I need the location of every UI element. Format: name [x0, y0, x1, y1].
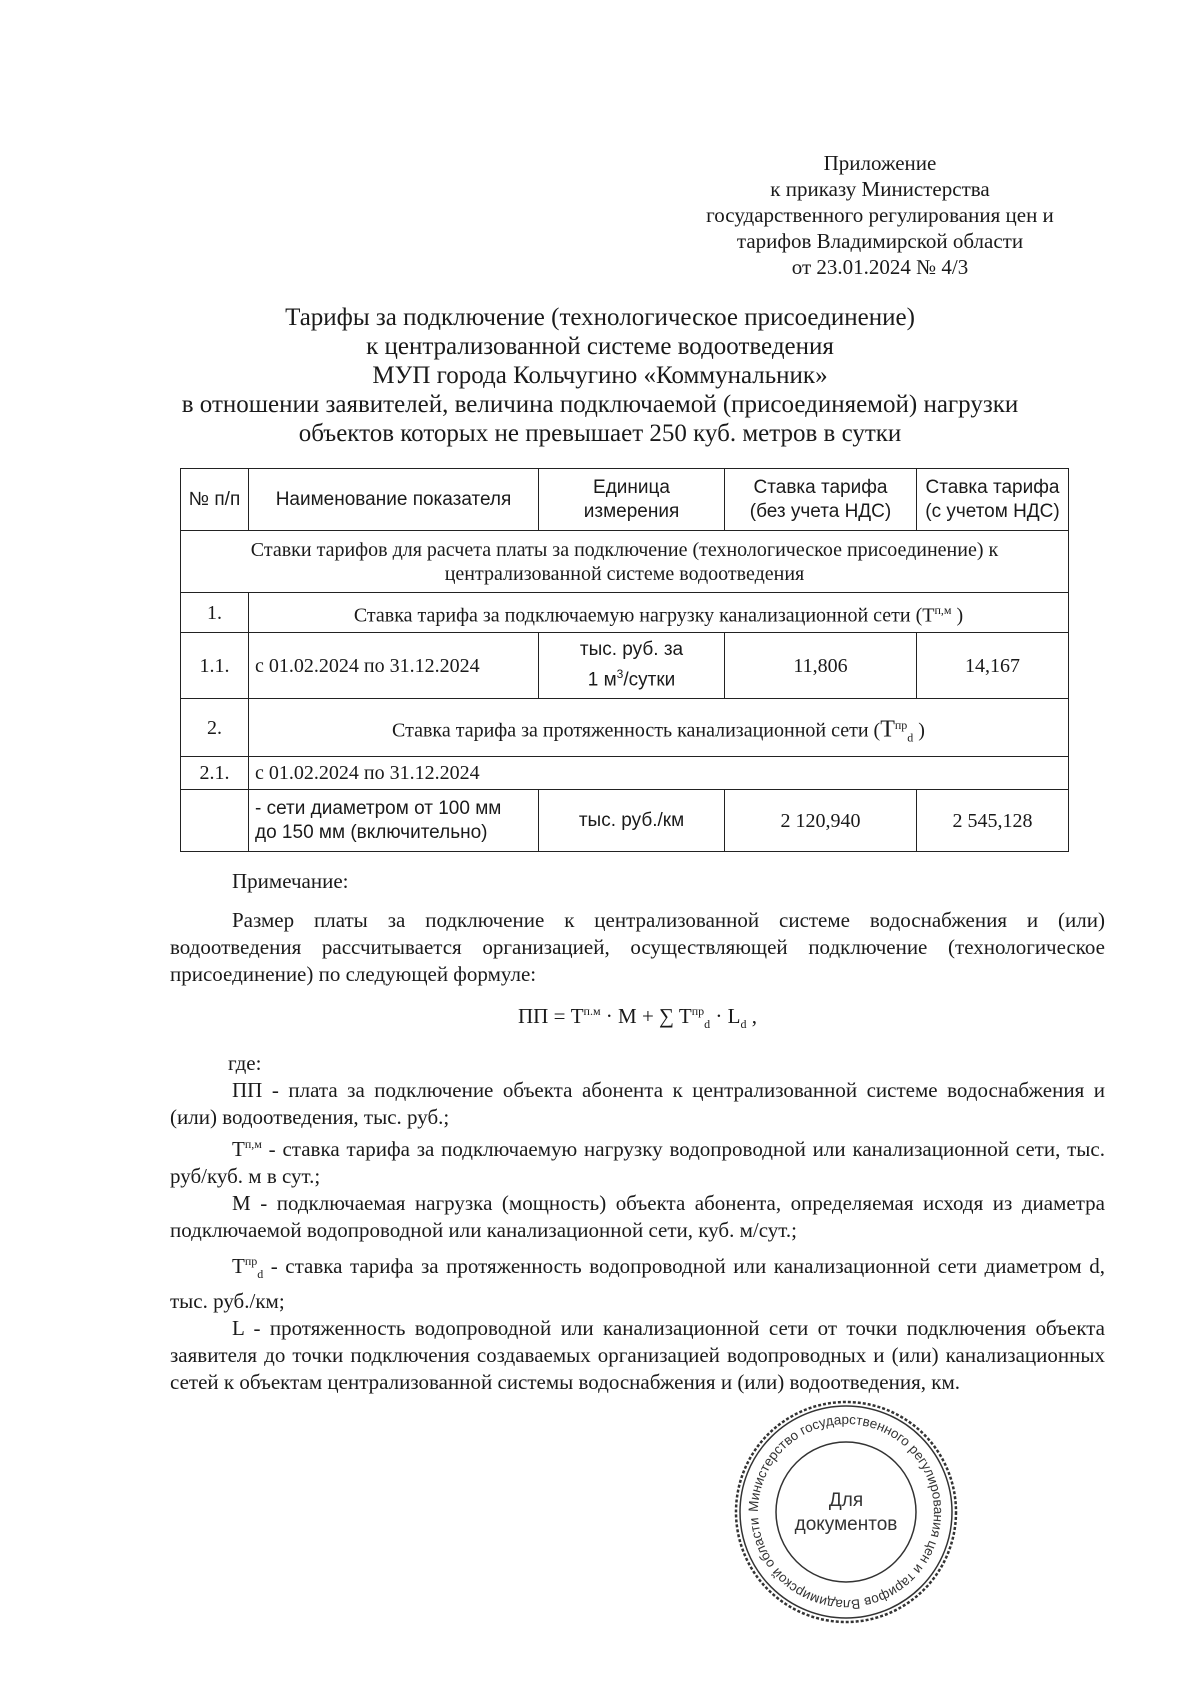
- title-line: Тарифы за подключение (технологическое присоединение): [285, 304, 915, 331]
- def-m: М - подключаемая нагрузка (мощность) объекта абонента, определяемая исходя из диаметра подключаемой водопроводной или канализационной сети, куб. м/сут.;: [170, 1191, 1105, 1243]
- row-rate-no-vat: 2 120,940: [725, 790, 917, 852]
- row-label-close: ): [951, 604, 964, 627]
- row-unit-line: тыс. руб. за: [579, 639, 684, 661]
- def-td: [170, 1248, 1105, 1315]
- seal-ring: [740, 1406, 952, 1618]
- header-rate-vat-line: (с учетом НДС): [925, 500, 1060, 522]
- row-label-text: Ставка тарифа за подключаемую нагрузку канализационной сети (Т: [353, 604, 935, 627]
- formula-lhs: ПП = Т: [518, 1004, 584, 1028]
- seal-center-line: документов: [794, 1514, 898, 1535]
- row-unit-line: [545, 662, 718, 692]
- row-label-sub: d: [907, 731, 914, 745]
- row-unit-a: 1 м: [587, 669, 617, 691]
- table-header-row: [181, 469, 1069, 531]
- formula: [170, 998, 1105, 1038]
- notes-paragraph: Размер платы за подключение к централизованной системе водоснабжения и (или) водоотведения рассчитывается организацией, осуществляющей подключение (технологическое присоединение) по следующей формуле:: [170, 908, 1105, 986]
- formula-mid: · M + ∑ T: [600, 1004, 692, 1028]
- row-rate-vat: 2 545,128: [917, 790, 1069, 852]
- table-row: [181, 757, 1069, 790]
- row-label-sup: пр: [894, 718, 908, 733]
- row-label: [249, 593, 1069, 633]
- row-name-line: до 150 мм (включительно): [255, 821, 488, 843]
- row-period: с 01.02.2024 по 31.12.2024: [249, 757, 1069, 790]
- def-td-sup: пр: [244, 1254, 258, 1269]
- row-label-t: Т: [880, 717, 895, 743]
- row-rate-vat: 14,167: [917, 633, 1069, 699]
- seal-center-line: Для: [828, 1490, 864, 1511]
- title-line: объектов которых не превышает 250 куб. метров в сутки: [298, 420, 902, 447]
- formula-sup: пр: [691, 1004, 705, 1018]
- formula-sup: п.м: [583, 1004, 601, 1018]
- def-pp: ПП - плата за подключение объекта абонента к централизованной системе водоснабжения и (или) водоотведения, тыс. руб.;: [170, 1078, 1105, 1130]
- row-unit-sup: 3: [616, 667, 624, 682]
- appendix-line: тарифов Владимирской области: [736, 229, 1024, 253]
- formula-end: ,: [746, 1004, 757, 1028]
- def-td-sym: Т: [232, 1254, 245, 1279]
- appendix-line: к приказу Министерства: [770, 177, 990, 201]
- appendix-line: от 23.01.2024 № 4/3: [791, 255, 969, 279]
- def-td-text: - ставка тарифа за протяженность водопроводной или канализационной сети диаметром d, тыс. руб./км;: [170, 1254, 1105, 1314]
- header-rate-no-vat: [725, 469, 917, 531]
- notes-heading: Примечание:: [232, 869, 349, 893]
- tariff-table: [180, 468, 1069, 852]
- row-num: 1.1.: [181, 633, 249, 699]
- row-num: 2.1.: [181, 757, 249, 790]
- row-unit: [539, 633, 725, 699]
- def-td-sub: d: [257, 1267, 264, 1282]
- seal-outer-ring: [736, 1402, 956, 1622]
- def-t-sym: Т: [232, 1137, 245, 1162]
- seal-inner-ring: [776, 1442, 916, 1582]
- header-name: Наименование показателя: [249, 469, 539, 531]
- section-title-line: Ставки тарифов для расчета платы за подключение (технологическое присоединение) к: [250, 538, 999, 561]
- formula-sub: d: [740, 1017, 747, 1032]
- header-rate-no-vat-line: (без учета НДС): [749, 500, 892, 522]
- seal-graphic: [732, 1398, 960, 1626]
- row-unit: тыс. руб./км: [539, 790, 725, 852]
- section-title-line: централизованной системе водоотведения: [444, 562, 805, 585]
- title-line: в отношении заявителей, величина подключаемой (присоединяемой) нагрузки: [181, 391, 1019, 418]
- row-rate-no-vat: 11,806: [725, 633, 917, 699]
- table-row: [181, 699, 1069, 757]
- row-num: 1.: [181, 593, 249, 633]
- seal-ring-text: Министерство государственного регулирования цен и тарифов Владимирской области: [745, 1411, 947, 1613]
- row-label-close: ): [913, 720, 925, 742]
- def-t-text: - ставка тарифа за подключаемую нагрузку водопроводной или канализационной сети, тыс. руб/куб. м в сут.;: [170, 1137, 1105, 1189]
- row-period: с 01.02.2024 по 31.12.2024: [249, 633, 539, 699]
- title-line: МУП города Кольчугино «Коммунальник»: [372, 362, 828, 389]
- table-row: [181, 593, 1069, 633]
- row-num: 2.: [181, 699, 249, 757]
- appendix-line: государственного регулирования цен и: [706, 203, 1054, 227]
- where-label: где:: [228, 1051, 262, 1076]
- official-seal: [732, 1398, 960, 1626]
- row-label-sup: п,м: [934, 602, 952, 617]
- def-l: L - протяженность водопроводной или канализационной сети от точки подключения объекта заявителя до точки подключения создаваемых организацией водопроводных и (или) канализационных сетей к объектам централизованной системы водоснабжения и (или) водоотведения, км.: [170, 1316, 1105, 1395]
- def-t-sup: п,м: [244, 1137, 262, 1152]
- def-t: [170, 1131, 1105, 1190]
- formula-sub: d: [704, 1017, 711, 1032]
- appendix-header: [680, 150, 1080, 280]
- section-row: [181, 531, 1069, 593]
- notes-section: [170, 868, 1105, 1396]
- section-title: [181, 531, 1069, 593]
- table-row: [181, 633, 1069, 699]
- row-name: [249, 790, 539, 852]
- header-rate-no-vat-line: Ставка тарифа: [753, 476, 888, 498]
- row-label-text: Ставка тарифа за протяженность канализационной сети (: [392, 720, 881, 742]
- table-row: [181, 790, 1069, 852]
- document-title: [150, 303, 1050, 448]
- formula-tail: · L: [710, 1004, 741, 1028]
- header-rate-vat-line: Ставка тарифа: [925, 476, 1060, 498]
- appendix-line: Приложение: [823, 151, 937, 175]
- row-name-line: - сети диаметром от 100 мм: [255, 797, 502, 819]
- header-rate-vat: [917, 469, 1069, 531]
- row-num: [181, 790, 249, 852]
- title-line: к централизованной системе водоотведения: [366, 333, 834, 360]
- header-unit: Единица измерения: [539, 469, 725, 531]
- row-unit-b: /сутки: [623, 669, 676, 691]
- row-label: [249, 699, 1069, 757]
- header-num: № п/п: [181, 469, 249, 531]
